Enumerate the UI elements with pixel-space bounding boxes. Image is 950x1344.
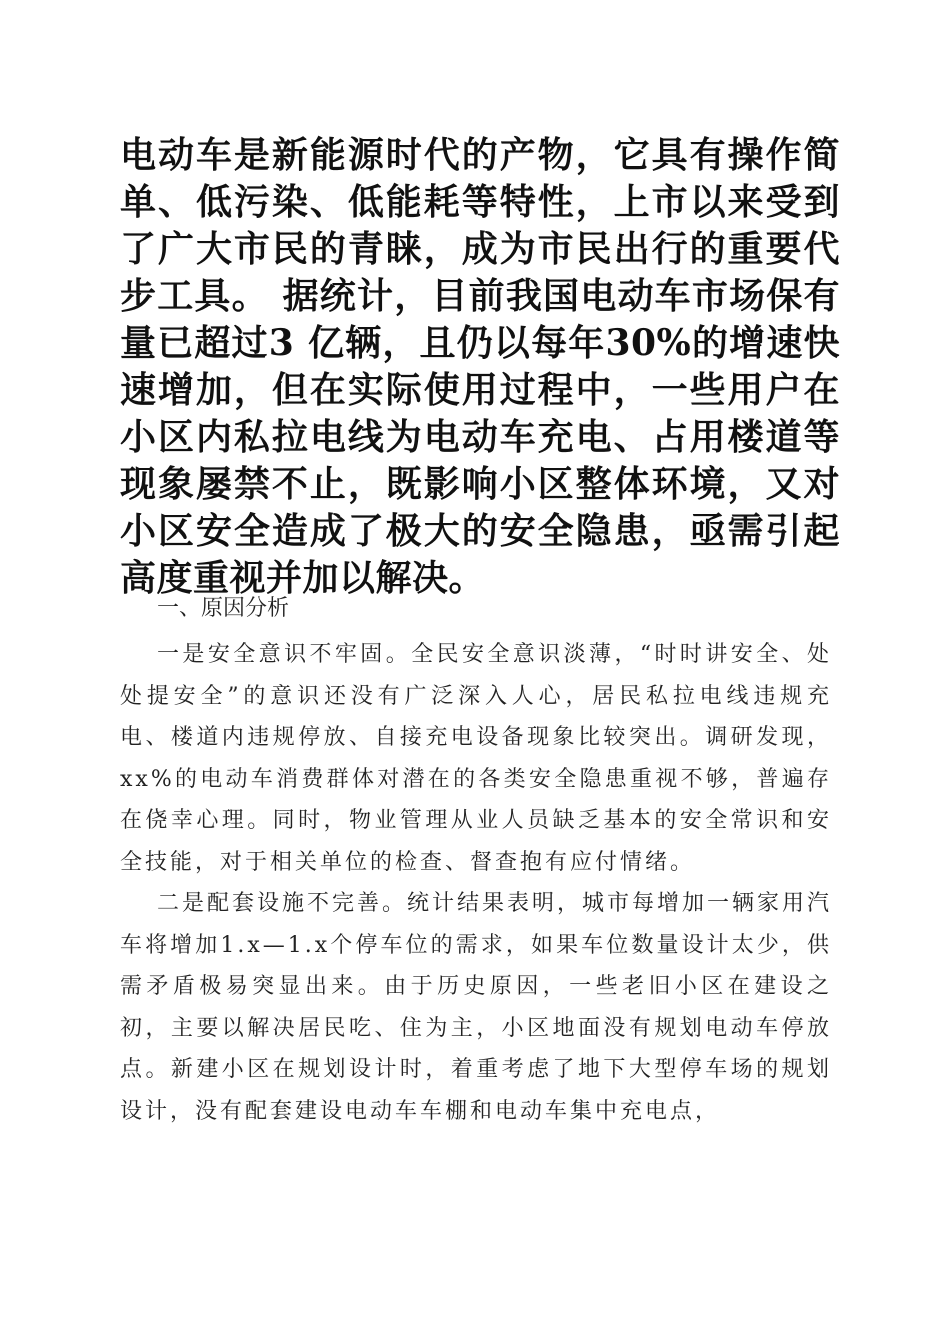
- body-paragraph: 二是配套设施不完善。统计结果表明，城市每增加一辆家用汽车将增加1.x—1.x个停车位的需求，如果车位数量设计太少，供需矛盾极易突显出来。由于历史原因，一些老旧小区在建设之初，主要以解决居民吃、住为主，小区地面没有规划电动车停放点。新建小区在规划设计时，着重考虑了地下大型停车场的规划设计，没有配套建设电动车车棚和电动车集中充电点，: [120, 891, 833, 1124]
- section-heading: 一、原因分析: [157, 596, 290, 621]
- cause-analysis-section: [120, 592, 832, 1132]
- intro-paragraph: 电动车是新能源时代的产物，它具有操作简单、低污染、低能耗等特性，上市以来受到了广大市民的青睐，成为市民出行的重要代步工具。 据统计，目前我国电动车市场保有量已超过3 亿辆，且仍以每年30%的增速快速增加，但在实际使用过程中，一些用户在小区内私拉电线为电动车充电、占用楼道等现象屡禁不止，既影响小区整体环境，又对小区安全造成了极大的安全隐患，亟需引起高度重视并加以解决。: [120, 134, 840, 599]
- body-paragraph: 一是安全意识不牢固。全民安全意识淡薄，“时时讲安全、处处提安全”的意识还没有广泛深入人心，居民私拉电线违规充电、楼道内违规停放、自接充电设备现象比较突出。调研发现，xx%的电动车消费群体对潜在的各类安全隐患重视不够，普遍存在侥幸心理。同时，物业管理从业人员缺乏基本的安全常识和安全技能，对于相关单位的检查、督查抱有应付情绪。: [120, 642, 832, 875]
